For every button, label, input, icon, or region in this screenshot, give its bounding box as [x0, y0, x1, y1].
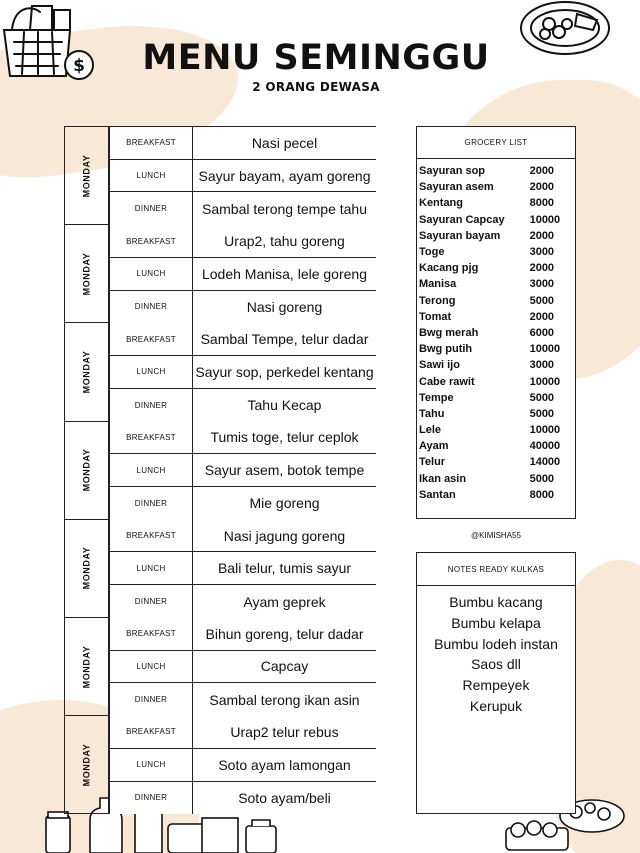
- grocery-items: [417, 159, 575, 503]
- meal-slot-label: BREAKFAST: [108, 520, 193, 553]
- grocery-item: [418, 341, 575, 357]
- day-label-text: MONDAY: [81, 546, 92, 590]
- grocery-item-name: Tempe: [419, 391, 454, 404]
- grocery-item: [418, 471, 575, 487]
- note-item: Kerupuk: [469, 697, 523, 714]
- day-label-text: MONDAY: [81, 252, 92, 296]
- grocery-list-heading: GROCERY LIST: [417, 127, 575, 159]
- day-block: [64, 520, 376, 618]
- day-label-text: MONDAY: [81, 350, 92, 394]
- grocery-item: [418, 212, 575, 228]
- meal-food: Bali telur, tumis sayur: [193, 552, 376, 585]
- grocery-item-name: Bwg putih: [419, 343, 473, 356]
- grocery-item-name: Ayam: [419, 440, 449, 453]
- grocery-item-price: 6000: [529, 326, 555, 339]
- grocery-item-name: Kentang: [419, 197, 463, 210]
- meal-food: Sambal terong tempe tahu: [193, 192, 376, 225]
- meal-food: Ayam geprek: [193, 585, 376, 618]
- grocery-item-name: Bwg merah: [419, 326, 479, 339]
- day-block: [64, 618, 376, 716]
- meal-slot-label: LUNCH: [108, 258, 193, 291]
- day-label-text: MONDAY: [81, 448, 92, 492]
- meal-slot-label: LUNCH: [108, 552, 193, 585]
- day-label: [65, 225, 108, 322]
- grocery-item-name: Terong: [419, 294, 456, 307]
- svg-text:$: $: [73, 56, 85, 76]
- meal-slot-label: DINNER: [108, 487, 193, 520]
- meal-slot-label: LUNCH: [108, 749, 193, 782]
- meal-food: Lodeh Manisa, lele goreng: [193, 258, 376, 291]
- grocery-item-name: Santan: [419, 488, 456, 501]
- notes-heading: NOTES READY KULKAS: [417, 553, 575, 586]
- day-label-text: MONDAY: [81, 743, 92, 787]
- meal-food: Urap2, tahu goreng: [193, 225, 376, 258]
- day-label-text: MONDAY: [81, 645, 92, 688]
- grocery-item: [418, 390, 575, 406]
- grocery-item-name: Tomat: [419, 310, 452, 323]
- grocery-item: [418, 276, 575, 292]
- meal-food: Soto ayam/beli: [193, 782, 376, 815]
- meal-food: Nasi pecel: [193, 127, 376, 160]
- day-label: [65, 520, 108, 617]
- grocery-item-name: Cabe rawit: [419, 375, 475, 388]
- day-block: [64, 716, 376, 814]
- meal-food: Nasi goreng: [193, 291, 376, 324]
- page-subtitle: 2 ORANG DEWASA: [252, 80, 380, 94]
- grocery-item-name: Sawi ijo: [419, 359, 460, 372]
- meal-slot-label: BREAKFAST: [108, 422, 193, 455]
- meal-food: Sambal Tempe, telur dadar: [193, 323, 376, 356]
- note-item: Bumbu lodeh instan: [434, 635, 558, 652]
- meal-food: Sayur asem, botok tempe: [193, 454, 376, 487]
- grocery-item-price: 10000: [529, 343, 561, 356]
- day-label: [65, 716, 108, 813]
- author-handle: @KIMISHA55: [471, 531, 521, 540]
- meal-food: Mie goreng: [193, 487, 376, 520]
- meal-slot-label: BREAKFAST: [108, 716, 193, 749]
- grocery-item-price: 10000: [529, 375, 561, 388]
- meal-food: Nasi jagung goreng: [193, 520, 376, 553]
- grocery-item: [418, 163, 575, 179]
- grocery-item-name: Ikan asin: [419, 472, 467, 485]
- grocery-item-price: 2000: [529, 181, 555, 194]
- day-block: [64, 225, 376, 323]
- note-item: Rempeyek: [462, 677, 530, 694]
- grocery-item: [418, 325, 575, 341]
- grocery-item-price: 2000: [529, 229, 555, 242]
- grocery-item-price: 10000: [529, 213, 561, 226]
- meal-food: Capcay: [193, 651, 376, 684]
- grocery-item: [418, 406, 575, 422]
- day-block: [64, 323, 376, 421]
- meal-slot-label: DINNER: [108, 782, 193, 815]
- grocery-item-price: 2000: [529, 262, 555, 275]
- grocery-item-name: Sayuran sop: [419, 165, 486, 178]
- day-block: [64, 127, 376, 225]
- grocery-item-price: 2000: [529, 165, 555, 178]
- meal-food: Sayur bayam, ayam goreng: [193, 160, 376, 193]
- day-label: [65, 323, 108, 420]
- meal-slot-label: LUNCH: [108, 160, 193, 193]
- grocery-item-name: Lele: [419, 424, 442, 437]
- meal-food: Urap2 telur rebus: [193, 716, 376, 749]
- grocery-item: [418, 454, 575, 470]
- grocery-item-price: 8000: [529, 488, 555, 501]
- meal-slot-label: DINNER: [108, 585, 193, 618]
- meal-food: Bihun goreng, telur dadar: [193, 618, 376, 651]
- grocery-item: [418, 179, 575, 195]
- grocery-item: [418, 422, 575, 438]
- grocery-item-price: 5000: [529, 407, 555, 420]
- meal-slot-label: DINNER: [108, 291, 193, 324]
- grocery-item-name: Sayuran bayam: [419, 229, 501, 242]
- day-block: [64, 422, 376, 520]
- meal-food: Tumis toge, telur ceplok: [193, 422, 376, 455]
- grocery-item-price: 5000: [529, 391, 555, 404]
- meal-slot-label: DINNER: [108, 389, 193, 422]
- meal-slot-label: LUNCH: [108, 454, 193, 487]
- grocery-item: [418, 195, 575, 211]
- grocery-item-price: 40000: [529, 440, 561, 453]
- grocery-item-price: 8000: [529, 197, 555, 210]
- meal-slot-label: BREAKFAST: [108, 225, 193, 258]
- grocery-item: [418, 244, 575, 260]
- meal-slot-label: LUNCH: [108, 651, 193, 684]
- day-label-text: MONDAY: [81, 154, 92, 197]
- grocery-item-name: Telur: [419, 456, 446, 469]
- grocery-item-name: Sayuran asem: [419, 181, 494, 194]
- grocery-item: [418, 309, 575, 325]
- grocery-item-name: Sayuran Capcay: [419, 213, 505, 226]
- meal-slot-label: BREAKFAST: [108, 127, 193, 160]
- grocery-item-price: 10000: [529, 424, 561, 437]
- grocery-item-name: Tahu: [419, 407, 445, 420]
- grocery-item-price: 2000: [529, 310, 555, 323]
- notes-items: [417, 586, 575, 717]
- meal-slot-label: DINNER: [108, 192, 193, 225]
- grocery-item: [418, 357, 575, 373]
- grocery-item-price: 3000: [529, 359, 555, 372]
- note-item: Saos dll: [471, 656, 521, 673]
- grocery-item: [418, 293, 575, 309]
- meal-food: Sayur sop, perkedel kentang: [193, 356, 376, 389]
- grocery-item-price: 3000: [529, 246, 555, 259]
- grocery-item: [418, 438, 575, 454]
- grocery-item: [418, 228, 575, 244]
- notes-box: [416, 552, 576, 814]
- meal-slot-label: BREAKFAST: [108, 323, 193, 356]
- grocery-list-box: [416, 126, 576, 519]
- note-item: Bumbu kacang: [449, 594, 543, 610]
- meal-food: Sambal terong ikan asin: [193, 683, 376, 716]
- grocery-item: [418, 373, 575, 389]
- day-label: [65, 618, 108, 715]
- day-label: [65, 127, 108, 224]
- day-label: [65, 422, 108, 519]
- meal-food: Tahu Kecap: [193, 389, 376, 422]
- meal-slot-label: DINNER: [108, 683, 193, 716]
- meal-slot-label: BREAKFAST: [108, 618, 193, 651]
- grocery-item-price: 14000: [529, 456, 561, 469]
- grocery-item-name: Manisa: [419, 278, 457, 291]
- grocery-item: [418, 260, 575, 276]
- meal-food: Soto ayam lamongan: [193, 749, 376, 782]
- grocery-item: [418, 487, 575, 503]
- grocery-item-price: 3000: [529, 278, 555, 291]
- grocery-item-name: Toge: [419, 246, 445, 259]
- grocery-item-price: 5000: [529, 294, 555, 307]
- page-title: MENU SEMINGGU: [142, 38, 490, 78]
- grocery-item-name: Kacang pjg: [419, 262, 479, 275]
- grocery-item-price: 5000: [529, 472, 555, 485]
- note-item: Bumbu kelapa: [451, 614, 541, 631]
- weekly-menu-table: [64, 126, 376, 814]
- meal-slot-label: LUNCH: [108, 356, 193, 389]
